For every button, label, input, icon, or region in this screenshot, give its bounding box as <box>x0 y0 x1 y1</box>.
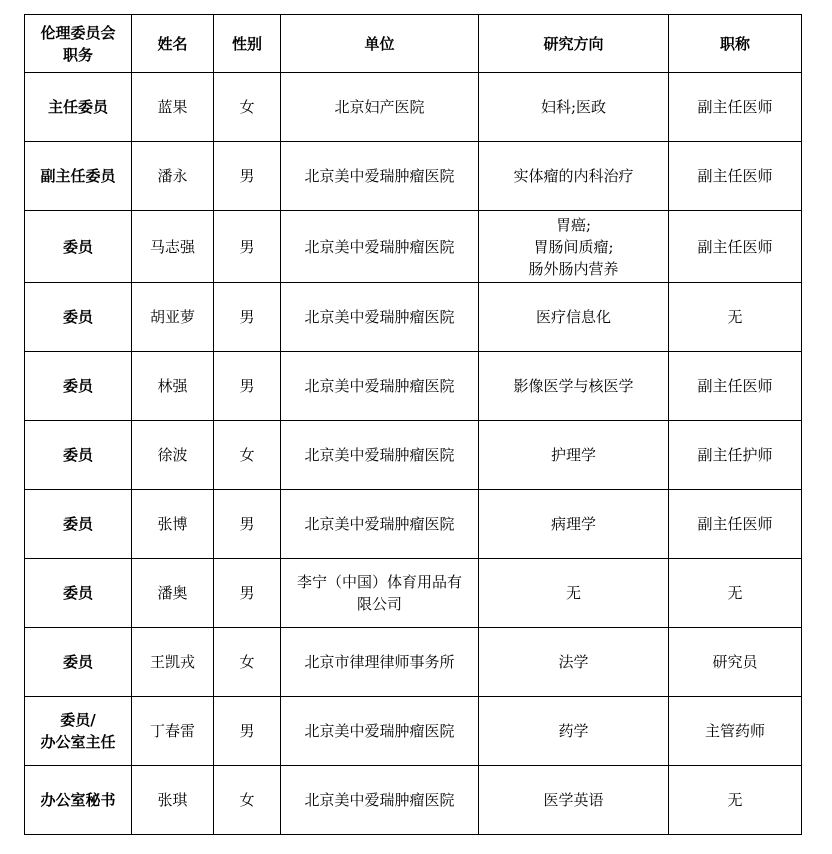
cell-name: 张博 <box>132 490 214 559</box>
cell-research: 影像医学与核医学 <box>479 352 669 421</box>
cell-title: 无 <box>669 283 802 352</box>
cell-title: 副主任护师 <box>669 421 802 490</box>
cell-unit: 北京美中爱瑞肿瘤医院 <box>281 421 479 490</box>
cell-unit: 北京市律理律师事务所 <box>281 628 479 697</box>
table-row <box>25 211 802 283</box>
cell-gender: 女 <box>214 628 281 697</box>
cell-role: 委员/ 办公室主任 <box>25 697 132 766</box>
cell-research: 无 <box>479 559 669 628</box>
cell-role: 委员 <box>25 211 132 283</box>
cell-research: 药学 <box>479 697 669 766</box>
cell-role: 委员 <box>25 559 132 628</box>
table-row <box>25 766 802 835</box>
cell-unit: 北京美中爱瑞肿瘤医院 <box>281 142 479 211</box>
table-row <box>25 73 802 142</box>
table-row <box>25 697 802 766</box>
table-row <box>25 352 802 421</box>
header-unit: 单位 <box>281 15 479 73</box>
cell-gender: 男 <box>214 352 281 421</box>
cell-research: 实体瘤的内科治疗 <box>479 142 669 211</box>
cell-name: 王凯戎 <box>132 628 214 697</box>
cell-title: 研究员 <box>669 628 802 697</box>
cell-research: 胃癌; 胃肠间质瘤; 肠外肠内营养 <box>479 211 669 283</box>
cell-research: 妇科;医政 <box>479 73 669 142</box>
cell-gender: 男 <box>214 211 281 283</box>
cell-title: 无 <box>669 766 802 835</box>
table-row <box>25 628 802 697</box>
cell-unit: 北京美中爱瑞肿瘤医院 <box>281 283 479 352</box>
cell-research: 法学 <box>479 628 669 697</box>
cell-unit: 北京美中爱瑞肿瘤医院 <box>281 766 479 835</box>
cell-title: 副主任医师 <box>669 73 802 142</box>
cell-gender: 男 <box>214 490 281 559</box>
cell-gender: 女 <box>214 766 281 835</box>
table-row <box>25 283 802 352</box>
cell-unit: 北京美中爱瑞肿瘤医院 <box>281 211 479 283</box>
cell-gender: 女 <box>214 421 281 490</box>
cell-name: 潘奥 <box>132 559 214 628</box>
cell-role: 办公室秘书 <box>25 766 132 835</box>
cell-unit: 李宁（中国）体育用品有 限公司 <box>281 559 479 628</box>
cell-research: 医疗信息化 <box>479 283 669 352</box>
table-row <box>25 142 802 211</box>
header-title: 职称 <box>669 15 802 73</box>
cell-unit: 北京美中爱瑞肿瘤医院 <box>281 352 479 421</box>
cell-research: 护理学 <box>479 421 669 490</box>
cell-name: 丁春雷 <box>132 697 214 766</box>
cell-role: 副主任委员 <box>25 142 132 211</box>
cell-gender: 男 <box>214 142 281 211</box>
cell-role: 主任委员 <box>25 73 132 142</box>
cell-name: 潘永 <box>132 142 214 211</box>
cell-unit: 北京美中爱瑞肿瘤医院 <box>281 490 479 559</box>
cell-name: 蓝果 <box>132 73 214 142</box>
header-research: 研究方向 <box>479 15 669 73</box>
cell-role: 委员 <box>25 352 132 421</box>
cell-title: 副主任医师 <box>669 211 802 283</box>
cell-name: 张琪 <box>132 766 214 835</box>
cell-name: 胡亚萝 <box>132 283 214 352</box>
cell-gender: 男 <box>214 697 281 766</box>
cell-name: 徐波 <box>132 421 214 490</box>
table-row <box>25 559 802 628</box>
header-gender: 性别 <box>214 15 281 73</box>
ethics-committee-table <box>24 14 802 835</box>
cell-title: 无 <box>669 559 802 628</box>
cell-name: 林强 <box>132 352 214 421</box>
cell-unit: 北京美中爱瑞肿瘤医院 <box>281 697 479 766</box>
cell-title: 副主任医师 <box>669 352 802 421</box>
cell-research: 医学英语 <box>479 766 669 835</box>
cell-gender: 男 <box>214 283 281 352</box>
cell-title: 主管药师 <box>669 697 802 766</box>
header-name: 姓名 <box>132 15 214 73</box>
table-row <box>25 421 802 490</box>
table-row <box>25 490 802 559</box>
cell-gender: 男 <box>214 559 281 628</box>
cell-role: 委员 <box>25 421 132 490</box>
cell-role: 委员 <box>25 283 132 352</box>
cell-role: 委员 <box>25 628 132 697</box>
cell-role: 委员 <box>25 490 132 559</box>
cell-title: 副主任医师 <box>669 490 802 559</box>
header-role: 伦理委员会 职务 <box>25 15 132 73</box>
table-header-row <box>25 15 802 73</box>
cell-title: 副主任医师 <box>669 142 802 211</box>
cell-name: 马志强 <box>132 211 214 283</box>
cell-gender: 女 <box>214 73 281 142</box>
cell-research: 病理学 <box>479 490 669 559</box>
cell-unit: 北京妇产医院 <box>281 73 479 142</box>
